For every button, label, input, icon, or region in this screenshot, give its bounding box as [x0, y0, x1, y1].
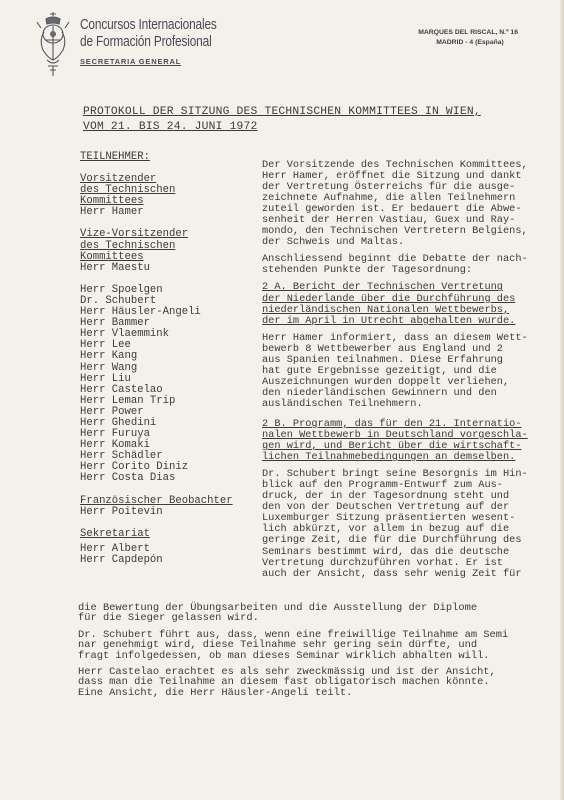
address-street: MARQUES DEL RISCAL, N.º 16: [418, 29, 518, 36]
member-name: Herr Liu: [80, 372, 131, 385]
text-line: 2 A. Bericht der Technischen Vertretung: [262, 281, 503, 294]
title-line2: VOM 21. BIS 24. JUNI 1972: [83, 121, 258, 133]
participants-heading: TEILNEHMER:: [80, 151, 150, 163]
text-line: Herr Castelao erachtet es als sehr zweckmässig und ist der Ansicht,: [78, 666, 496, 679]
agenda-intro-paragraph: [262, 254, 560, 276]
member-name: Herr Bammer: [80, 317, 150, 330]
text-line: der Niederlande über die Durchführung des: [262, 292, 516, 305]
document-title: [83, 105, 481, 135]
org-department: SECRETARIA GENERAL: [80, 57, 182, 66]
member-name: Herr Corito Diniz: [80, 461, 189, 474]
vice-label-line: des Technischen: [80, 239, 176, 252]
title-line1: PROTOKOLL DER SITZUNG DES TECHNISCHEN KOMMITTEES IN WIEN,: [83, 106, 481, 118]
text-line: Dr. Schubert bringt seine Besorgnis im Hin-: [262, 468, 528, 481]
text-line: druck, der in der Tagesordnung steht und: [262, 490, 510, 503]
secretariat-name: Herr Capdepón: [80, 553, 163, 566]
text-line: Dr. Schubert führt aus, dass, wenn eine freiwillige Teilnahme am Semi: [78, 628, 509, 641]
text-line: Eine Ansicht, die Herr Häusler-Angeli teilt.: [78, 686, 353, 699]
text-line: für die Sieger gelassen wird.: [78, 612, 259, 625]
text-line: aus Spanien teilnahmen. Diese Erfahrung: [262, 353, 503, 366]
secretariat-name: Herr Albert: [80, 542, 150, 555]
text-line: ausländischen Teilnehmern.: [262, 397, 423, 410]
text-line: den von der Deutschen Vertretung auf der: [262, 501, 510, 514]
text-line: bewerb 8 Wettbewerber aus England und 2: [262, 342, 503, 355]
member-name: Herr Wang: [80, 361, 138, 374]
text-line: Luxemburger Sitzung präsentierten wesent-: [262, 512, 516, 525]
item-2b-paragraph: [262, 469, 560, 579]
chair-name: Herr Hamer: [80, 206, 144, 219]
member-name: Herr Ghedini: [80, 416, 157, 429]
text-line: hat gute Ergebnisse gezeitigt, und die: [262, 364, 497, 377]
organization-name: [80, 17, 247, 66]
chair-label-line: Kommittees: [80, 195, 144, 208]
text-line: nar genehmigt wird, diese Teilnahme sehr gering sein dürfte, und: [78, 639, 478, 652]
text-line: 2 B. Programm, das für den 21. Internatio-: [262, 417, 522, 430]
chair-label-line: des Technischen: [80, 184, 176, 197]
minutes-body: [262, 160, 560, 586]
text-line: gen wird, und Bericht über die wirtschaft-: [262, 440, 522, 453]
organization-emblem-icon: [33, 10, 73, 78]
member-name: Herr Furuya: [80, 428, 150, 441]
vice-name: Herr Maestu: [80, 261, 150, 274]
text-line: der im April in Utrecht abgehalten wurde.: [262, 314, 516, 327]
text-line: niederländischen Nationalen Wettbewerbs,: [262, 303, 510, 316]
text-line: Anschliessend beginnt die Debatte der nach-: [262, 253, 528, 266]
item-2a-paragraph: [262, 333, 560, 410]
text-line: zeichnete Aufnahme, die allen Teilnehmern: [262, 192, 516, 205]
org-name-line1: Concursos Internacionales: [80, 17, 217, 33]
text-line: der Schweis und Maltas.: [262, 236, 405, 249]
item-2a-heading: [262, 282, 560, 326]
text-line: der Vertretung Österreichs für die ausge-: [262, 181, 516, 194]
seminar-paragraph: [78, 630, 558, 661]
member-name: Herr Komaki: [80, 439, 150, 452]
text-line: Der Vorsitzende des Technischen Kommittees,: [262, 159, 528, 171]
text-line: mondo, den Technischen Vertretern Belgiens,: [262, 225, 528, 238]
text-line: stehenden Punkte der Tagesordnung:: [262, 264, 473, 277]
text-line: Seminars bestimmt wird, das die deutsche: [262, 545, 510, 558]
member-name: Herr Leman Trip: [80, 394, 176, 407]
text-line: Auszeichnungen wurden doppelt verliehen,: [262, 375, 510, 388]
text-line: auch der Ansicht, dass sehr wenig Zeit für: [262, 567, 522, 580]
member-name: Herr Castelao: [80, 383, 163, 396]
text-line: fragt infolgedessen, ob man dieses Seminar wirklich abhalten will.: [78, 649, 490, 662]
organization-address: [418, 28, 518, 48]
text-line: nalen Wettbewerb in Deutschland vorgeschla-: [262, 429, 528, 442]
member-name: Herr Häusler-Angeli: [80, 306, 201, 319]
member-name: Herr Spoelgen: [80, 283, 163, 296]
page-edge-shadow: [560, 0, 564, 800]
text-line: lichen Teilnahmebedingungen an demselben.: [262, 451, 516, 464]
vice-label-line: Vize-Vorsitzender: [80, 228, 189, 241]
org-name-line2: de Formación Profesional: [80, 34, 212, 50]
item-2b-heading: [262, 419, 560, 463]
text-line: Vertretung durchzuführen vorhat. Er ist: [262, 556, 503, 569]
text-line: zuteil geworden ist. Er bedauert die Abwe-: [262, 203, 522, 216]
participants-column: [80, 152, 260, 566]
text-line: lich abkürzt, vor allem in bezug auf die: [262, 523, 510, 536]
member-name: Herr Kang: [80, 350, 138, 363]
member-name: Herr Costa Dias: [80, 472, 176, 485]
text-line: Herr Hamer, eröffnet die Sitzung und dankt: [262, 170, 522, 183]
castelao-paragraph: [78, 667, 558, 698]
observer-name: Herr Poitevin: [80, 505, 163, 518]
chair-label-line: Vorsitzender: [80, 173, 157, 186]
observer-label: Französischer Beobachter: [80, 494, 233, 507]
member-name: Dr. Schubert: [80, 294, 157, 307]
text-line: Herr Hamer informiert, dass an diesem Wett-: [262, 331, 528, 344]
text-line: blick auf den Programm-Entwurf zum Aus-: [262, 479, 503, 492]
text-line: die Bewertung der Übungsarbeiten und die Ausstellung der Diplome: [78, 602, 478, 614]
member-name: Herr Schädler: [80, 450, 163, 463]
vice-label-line: Kommittees: [80, 250, 144, 263]
address-city: MADRID - 4 (España): [436, 39, 504, 46]
text-line: senheit der Herren Vastiau, Guex und Ray-: [262, 214, 516, 227]
member-name: Herr Vlaemmink: [80, 328, 170, 341]
text-line: dass man die Teilnahme an diesem fast obligatorisch machen könnte.: [78, 676, 490, 689]
text-line: geringe Zeit, die für die Durchführung des: [262, 534, 522, 547]
secretariat-label: Sekretariat: [80, 527, 150, 540]
evaluation-paragraph: [78, 603, 558, 624]
member-name: Herr Power: [80, 405, 144, 418]
opening-paragraph: [262, 160, 560, 248]
minutes-continuation: [78, 603, 558, 704]
text-line: den niederländischen Gewinnern und den: [262, 386, 497, 399]
member-name: Herr Lee: [80, 339, 131, 352]
